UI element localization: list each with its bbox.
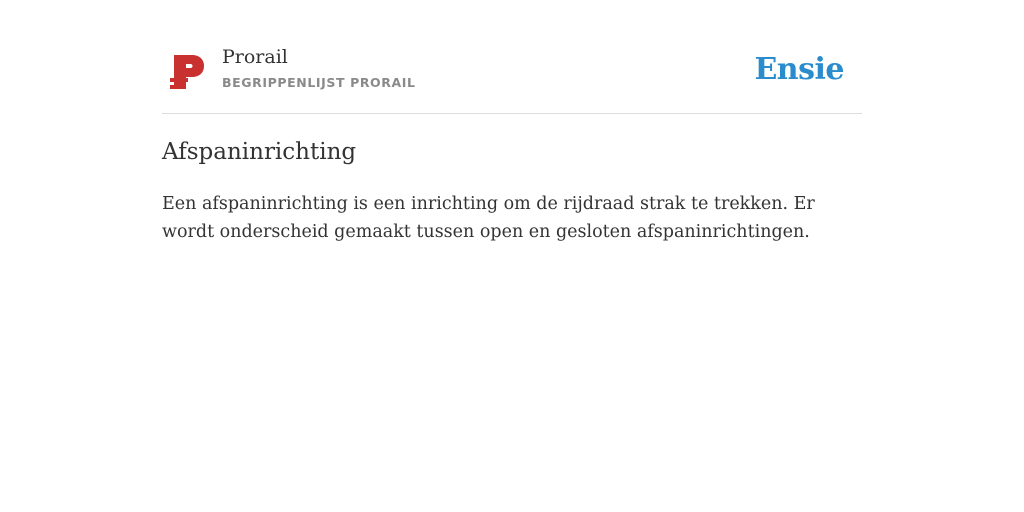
prorail-logo-icon[interactable] [168,51,208,93]
brand-title[interactable]: Prorail [222,46,288,68]
glossary-link[interactable]: BEGRIPPENLIJST PRORAIL [222,75,416,90]
ensie-logo-link[interactable]: Ensie [754,52,844,87]
term-heading: Afspaninrichting [162,139,357,165]
header [162,0,862,114]
term-definition: Een afspaninrichting is een inrichting om de rijdraad strak te trekken. Er wordt onderscheid gemaakt tussen open en gesloten afspaninrichtingen. [162,194,815,242]
page-container [162,0,862,242]
